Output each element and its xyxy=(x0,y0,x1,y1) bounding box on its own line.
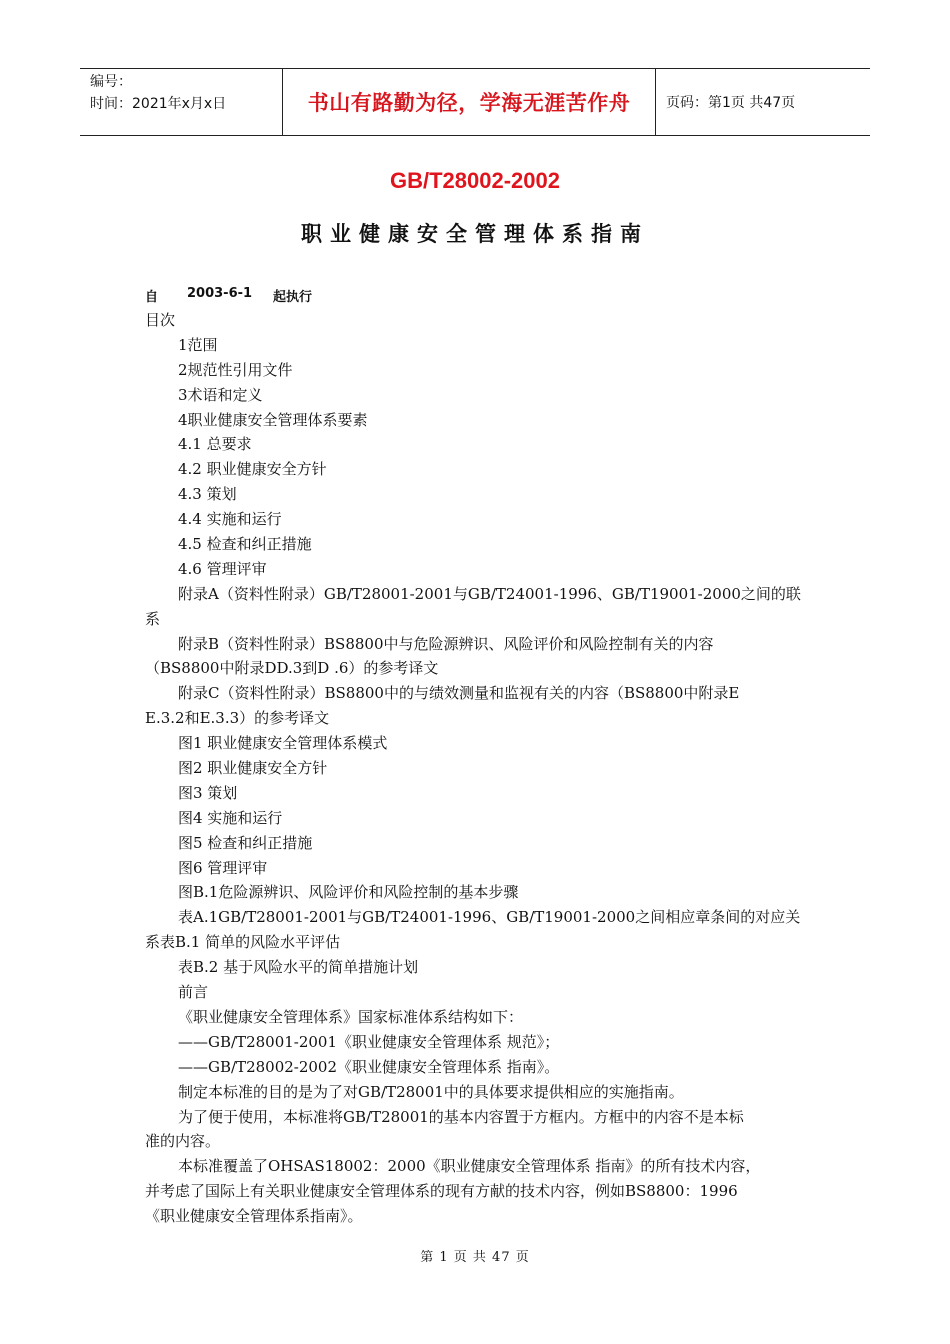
toc-item: 1范围 xyxy=(178,335,218,354)
toc-item: 图4 实施和运行 xyxy=(178,808,283,827)
toc-item: 表A.1GB/T28001-2001与GB/T24001-1996、GB/T19001-2000之间相应章条间的对应关 xyxy=(178,908,801,927)
paragraph-line: 准的内容。 xyxy=(145,1132,221,1151)
toc-item: 附录C（资料性附录）BS8800中的与绩效测量和监视有关的内容（BS8800中附录E xyxy=(178,684,740,703)
toc-item: 附录A（资料性附录）GB/T28001-2001与GB/T24001-1996、GB/T19001-2000之间的联 xyxy=(178,584,801,603)
toc-heading: 目次 xyxy=(145,311,176,329)
toc-item: 图1 职业健康安全管理体系模式 xyxy=(178,734,388,753)
effective-prefix: 自 xyxy=(145,290,159,305)
paragraph-line: 并考虑了国际上有关职业健康安全管理体系的现有方献的技术内容，例如BS8800：1996 xyxy=(145,1182,738,1201)
page-header xyxy=(80,68,870,136)
paragraph-line: 《职业健康安全管理体系》国家标准体系结构如下： xyxy=(178,1007,524,1026)
toc-item: 4.3 策划 xyxy=(178,485,237,504)
serial-label: 编号： xyxy=(90,74,132,90)
paragraph-line: 本标准覆盖了OHSAS18002：2000《职业健康安全管理体系 指南》的所有技术内容， xyxy=(178,1157,761,1176)
toc-item-continuation: （BS8800中附录DD.3到D .6）的参考译文 xyxy=(145,659,439,678)
toc-item: 4.5 检查和纠正措施 xyxy=(178,535,312,554)
paragraph-line: ——GB/T28001-2001《职业健康安全管理体系 规范》； xyxy=(178,1032,560,1051)
toc-item: 表B.2 基于风险水平的简单措施计划 xyxy=(178,958,419,977)
header-motto: 书山有路勤为径，学海无涯苦作舟 xyxy=(282,69,656,135)
effective-date-line xyxy=(145,286,312,305)
toc-item-continuation: E.3.2和E.3.3）的参考译文 xyxy=(145,709,330,728)
paragraph-line: ——GB/T28002-2002《职业健康安全管理体系 指南》。 xyxy=(178,1057,560,1076)
toc-item: 4.1 总要求 xyxy=(178,435,252,454)
header-meta xyxy=(80,69,282,135)
toc-item: 图2 职业健康安全方针 xyxy=(178,759,328,778)
paragraph-line: 《职业健康安全管理体系指南》。 xyxy=(145,1207,363,1226)
standard-code: GB/T28002-2002 xyxy=(390,168,560,193)
toc-item: 4.6 管理评审 xyxy=(178,559,267,578)
toc-item: 附录B（资料性附录）BS8800中与危险源辨识、风险评价和风险控制有关的内容 xyxy=(178,634,714,653)
toc-item: 图6 管理评审 xyxy=(178,858,268,877)
effective-suffix: 起执行 xyxy=(273,290,313,305)
toc-item-continuation: 系表B.1 简单的风险水平评估 xyxy=(145,933,341,952)
paragraph-line: 制定本标准的目的是为了对GB/T28001中的具体要求提供相应的实施指南。 xyxy=(178,1082,684,1101)
toc-item: 4职业健康安全管理体系要素 xyxy=(178,410,368,429)
paragraph-line: 为了便于使用，本标准将GB/T28001的基本内容置于方框内。方框中的内容不是本标 xyxy=(178,1107,744,1126)
document-title: 职业健康安全管理体系指南 xyxy=(301,222,649,246)
page-footer: 第 1 页 共 47 页 xyxy=(420,1250,530,1265)
document-body xyxy=(145,308,810,1229)
header-page-info: 页码：第1页 共47页 xyxy=(666,95,796,111)
toc-item: 2规范性引用文件 xyxy=(178,360,293,379)
toc-item: 3术语和定义 xyxy=(178,385,263,404)
toc-item-continuation: 系 xyxy=(145,609,161,628)
toc-item: 图5 检查和纠正措施 xyxy=(178,833,313,852)
toc-item: 图3 策划 xyxy=(178,783,238,802)
effective-date: 2003-6-1 xyxy=(187,286,253,301)
toc-item: 图B.1危险源辨识、风险评价和风险控制的基本步骤 xyxy=(178,883,519,902)
toc-item: 4.2 职业健康安全方针 xyxy=(178,460,327,479)
toc-item: 4.4 实施和运行 xyxy=(178,510,282,529)
date-line: 时间：2021年x月x日 xyxy=(90,96,227,112)
section-heading: 前言 xyxy=(178,983,209,1002)
